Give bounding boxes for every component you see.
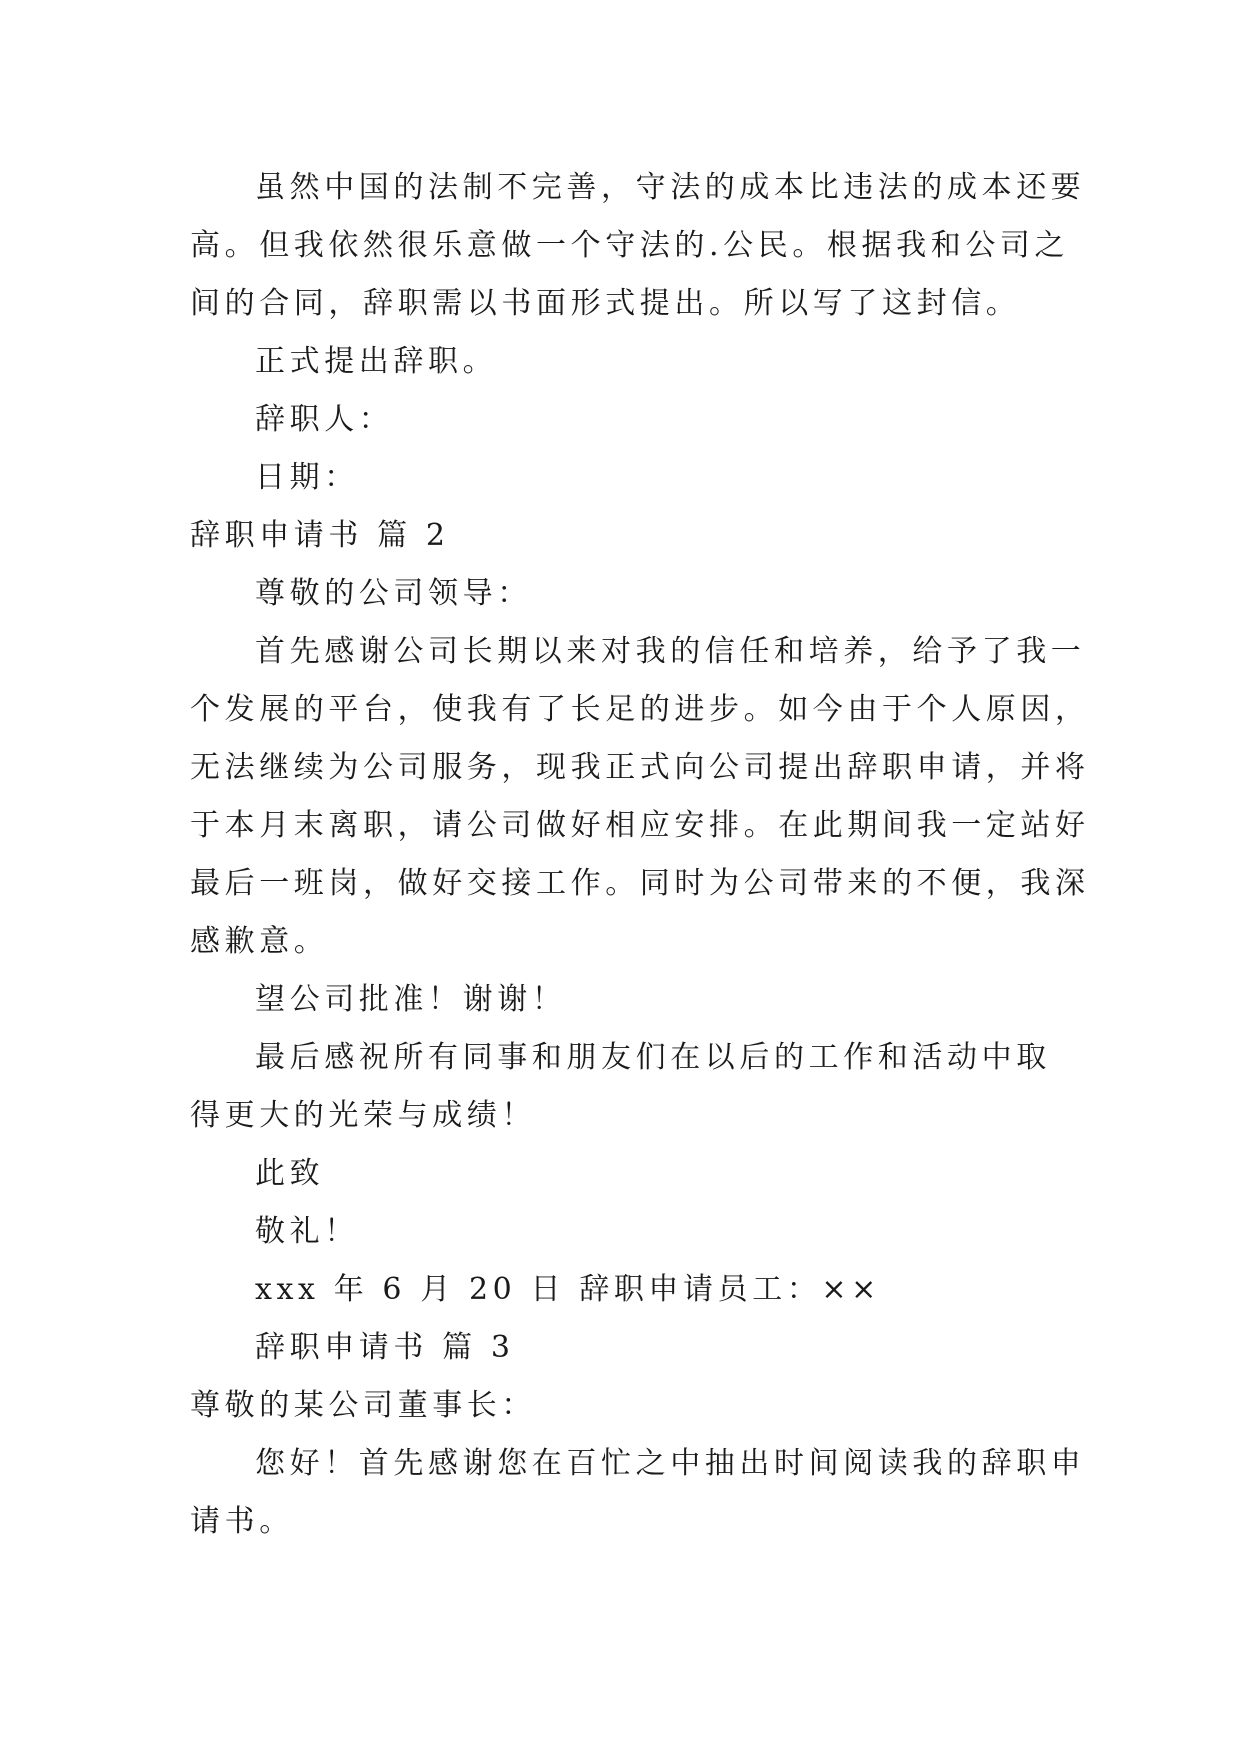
paragraph-line: 望公司批准！谢谢！ xyxy=(255,982,567,1017)
closing-line: 敬礼！ xyxy=(255,1214,359,1249)
paragraph-line: 请书。 xyxy=(190,1504,294,1539)
salutation: 尊敬的某公司董事长： xyxy=(190,1388,536,1423)
paragraph-line: 最后感祝所有同事和朋友们在以后的工作和活动中取 xyxy=(255,1040,1051,1075)
salutation: 尊敬的公司领导： xyxy=(255,576,532,611)
signature-line: xxx 年 6 月 20 日 辞职申请员工：×× xyxy=(255,1272,881,1307)
section-heading: 辞职申请书 篇 3 xyxy=(255,1330,515,1365)
paragraph-line: 无法继续为公司服务，现我正式向公司提出辞职申请，并将 xyxy=(190,750,1090,785)
paragraph-line: 虽然中国的法制不完善，守法的成本比违法的成本还要 xyxy=(255,170,1086,205)
date-label: 日期： xyxy=(255,460,359,495)
paragraph-line: 正式提出辞职。 xyxy=(255,344,498,379)
paragraph-line: 感歉意。 xyxy=(190,924,329,959)
paragraph-line: 个发展的平台，使我有了长足的进步。如今由于个人原因， xyxy=(190,692,1090,727)
paragraph-line: 您好！首先感谢您在百忙之中抽出时间阅读我的辞职申 xyxy=(255,1446,1086,1481)
paragraph-line: 高。但我依然很乐意做一个守法的.公民。根据我和公司之 xyxy=(190,228,1070,263)
paragraph-line: 间的合同，辞职需以书面形式提出。所以写了这封信。 xyxy=(190,286,1021,321)
signer-label: 辞职人： xyxy=(255,402,394,437)
paragraph-line: 得更大的光荣与成绩！ xyxy=(190,1098,536,1133)
paragraph-line: 于本月末离职，请公司做好相应安排。在此期间我一定站好 xyxy=(190,808,1090,843)
paragraph-line: 首先感谢公司长期以来对我的信任和培养，给予了我一 xyxy=(255,634,1086,669)
paragraph-line: 最后一班岗，做好交接工作。同时为公司带来的不便，我深 xyxy=(190,866,1090,901)
section-heading: 辞职申请书 篇 2 xyxy=(190,518,450,553)
closing-line: 此致 xyxy=(255,1156,325,1191)
